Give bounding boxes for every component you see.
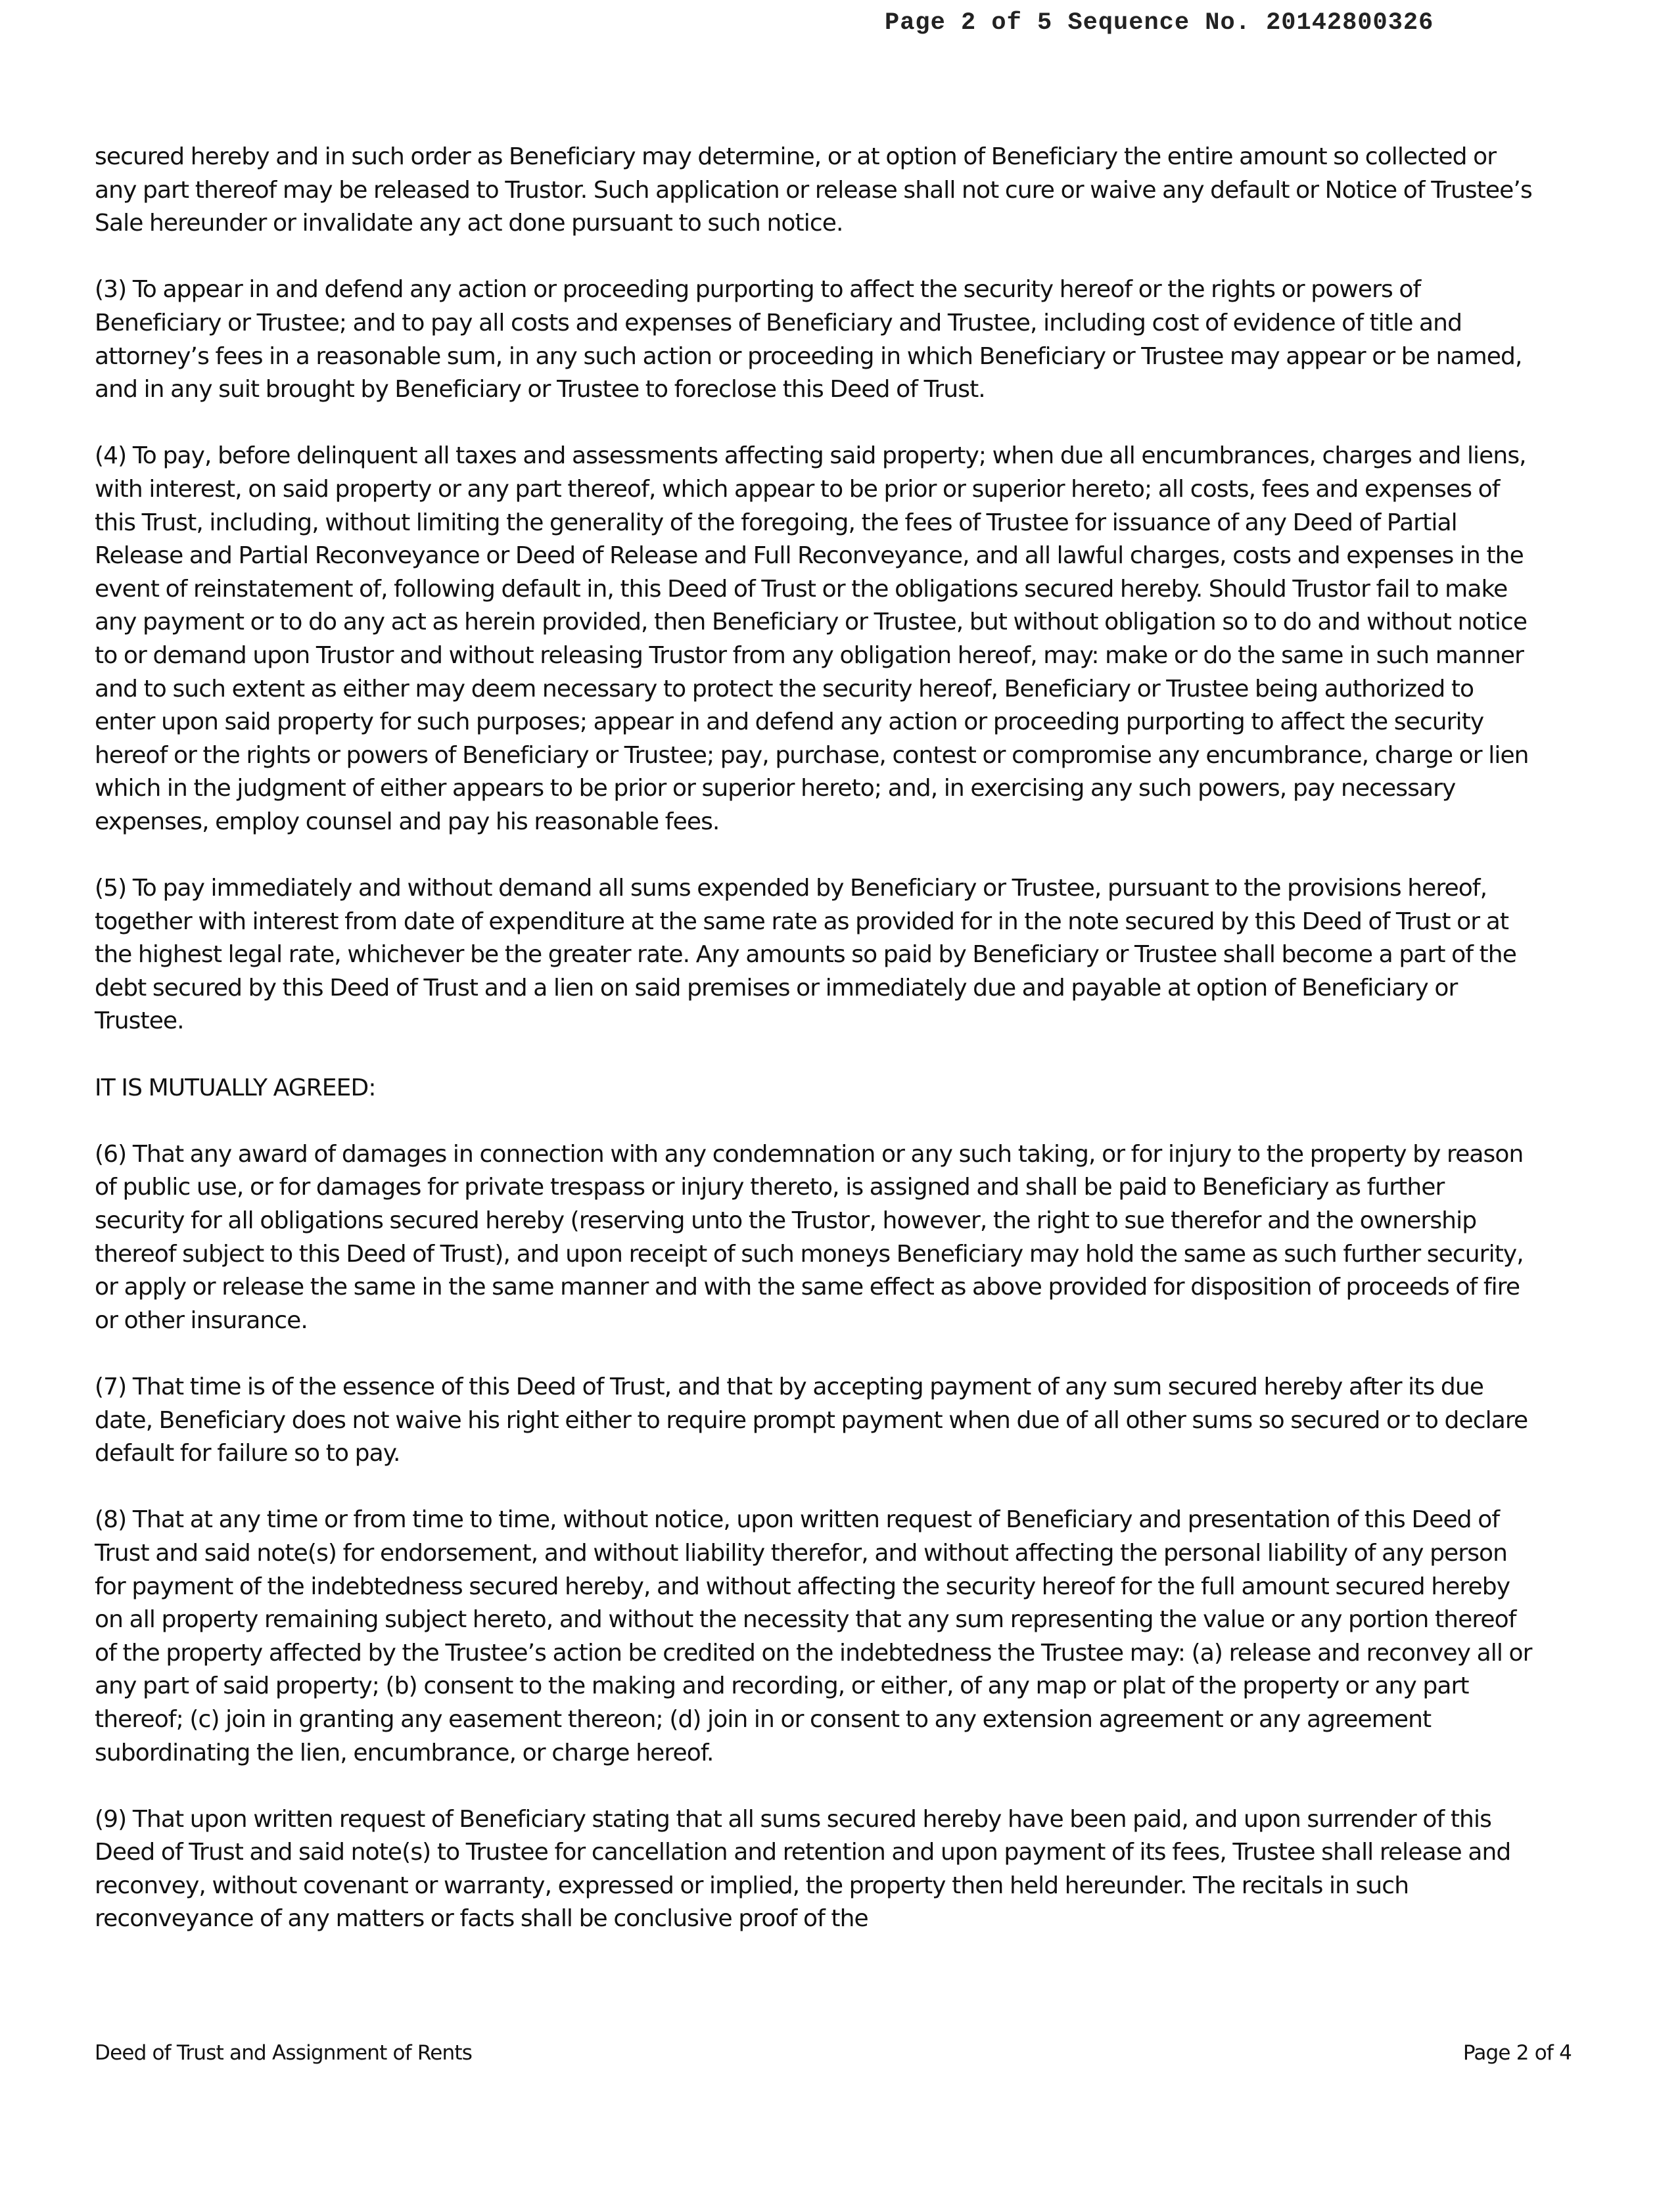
- document-body: [95, 141, 1534, 1936]
- paragraph-7: (7) That time is of the essence of this Deed of Trust, and that by accepting payment of any sum secured hereby after its due date, Beneficiary does not waive his right either to require prompt payment when due of all other sums so secured or to declare default for failure so to pay.: [95, 1373, 1528, 1467]
- section-heading-mutually-agreed: IT IS MUTUALLY AGREED:: [95, 1074, 376, 1101]
- paragraph-continuation: secured hereby and in such order as Beneficiary may determine, or at option of Beneficiary the entire amount so collected or any part thereof may be released to Trustor. Such application or release shall not cure or waive any default or Notice of Trustee’s Sale hereunder or invalidate any act done pursuant to such notice.: [95, 143, 1532, 237]
- paragraph-3: (3) To appear in and defend any action or proceeding purporting to affect the security hereof or the rights or powers of Beneficiary or Trustee; and to pay all costs and expenses of Beneficiary and Trustee, including cost of evidence of title and attorney’s fees in a reasonable sum, in any such action or proceeding in which Beneficiary or Trustee may appear or be named, and in any suit brought by Beneficiary or Trustee to foreclose this Deed of Trust.: [95, 276, 1522, 403]
- paragraph-4: (4) To pay, before delinquent all taxes and assessments affecting said property; when due all encumbrances, charges and liens, with interest, on said property or any part thereof, which appear to be prior or superior hereto; all costs, fees and expenses of this Trust, including, without limiting the generality of the foregoing, the fees of Trustee for issuance of any Deed of Partial Release and Partial Reconveyance or Deed of Release and Full Reconveyance, and all lawful charges, costs and expenses in the event of reinstatement of, following default in, this Deed of Trust or the obligations secured hereby. Should Trustor fail to make any payment or to do any act as herein provided, then Beneficiary or Trustee, but without obligation so to do and without notice to or demand upon Trustor and without releasing Trustor from any obligation hereof, may: make or do the same in such manner and to such extent as either may deem necessary to protect the security hereof, Beneficiary or Trustee being authorized to enter upon said property for such purposes; appear in and defend any action or proceeding purporting to affect the security hereof or the rights or powers of Beneficiary or Trustee; pay, purchase, contest or compromise any encumbrance, charge or lien which in the judgment of either appears to be prior or superior hereto; and, in exercising any such powers, pay necessary expenses, employ counsel and pay his reasonable fees.: [95, 442, 1529, 835]
- recording-sequence-header: Page 2 of 5 Sequence No. 20142800326: [885, 9, 1434, 37]
- paragraph-6: (6) That any award of damages in connection with any condemnation or any such taking, or for injury to the property by reason of public use, or for damages for private trespass or injury thereto, is assigned and shall be paid to Beneficiary as further security for all obligations secured hereby (reserving unto the Trustor, however, the right to sue therefor and the ownership thereof subject to this Deed of Trust), and upon receipt of such moneys Beneficiary may hold the same as such further security, or apply or release the same in the same manner and with the same effect as above provided for disposition of proceeds of fire or other insurance.: [95, 1140, 1524, 1334]
- footer-document-title: Deed of Trust and Assignment of Rents: [95, 2041, 473, 2065]
- paragraph-9: (9) That upon written request of Beneficiary stating that all sums secured hereby have been paid, and upon surrender of this Deed of Trust and said note(s) to Trustee for cancellation and retention and upon payment of its fees, Trustee shall release and reconvey, without covenant or warranty, expressed or implied, the property then held hereunder. The recitals in such reconveyance of any matters or facts shall be conclusive proof of the: [95, 1805, 1511, 1933]
- paragraph-8: (8) That at any time or from time to time, without notice, upon written request of Beneficiary and presentation of this Deed of Trust and said note(s) for endorsement, and without liability therefor, and without affecting the personal liability of any person for payment of the indebtedness secured hereby, and without affecting the security hereof for the full amount secured hereby on all property remaining subject hereto, and without the necessity that any sum representing the value or any portion thereof of the property affected by the Trustee’s action be credited on the indebtedness the Trustee may: (a) release and reconvey all or any part of said property; (b) consent to the making and recording, or either, of any map or plat of the property or any part thereof; (c) join in granting any easement thereon; (d) join in or consent to any extension agreement or any agreement subordinating the lien, encumbrance, or charge hereof.: [95, 1506, 1532, 1766]
- paragraph-5: (5) To pay immediately and without demand all sums expended by Beneficiary or Trustee, pursuant to the provisions hereof, together with interest from date of expenditure at the same rate as provided for in the note secured by this Deed of Trust or at the highest legal rate, whichever be the greater rate. Any amounts so paid by Beneficiary or Trustee shall become a part of the debt secured by this Deed of Trust and a lien on said premises or immediately due and payable at option of Beneficiary or Trustee.: [95, 875, 1516, 1035]
- footer-page-number: Page 2 of 4: [1462, 2041, 1572, 2065]
